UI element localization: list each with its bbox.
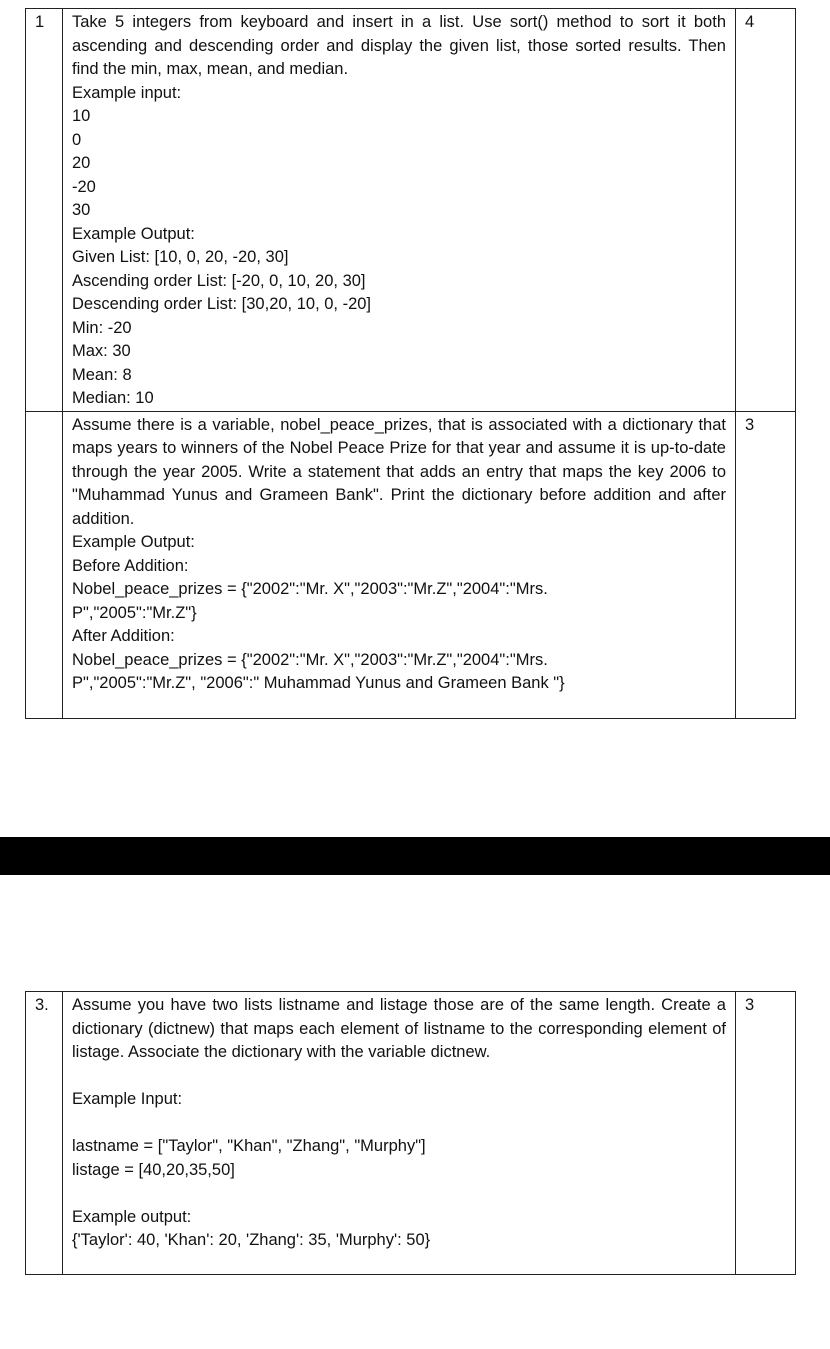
question-row-2 (26, 411, 796, 718)
example-output-line: Ascending order List: [-20, 0, 10, 20, 30] (72, 271, 366, 290)
question-table-bottom (25, 991, 796, 1275)
question-number: 1 (26, 9, 63, 412)
example-output-line: Max: 30 (72, 342, 131, 360)
question-prompt: Take 5 integers from keyboard and insert in a list. Use sort() method to sort it both ascending and descending order and display the given list, those sorted results. Then find the min, max, mean, and median. (72, 13, 726, 78)
example-output-line: Median: 10 (72, 389, 154, 407)
before-addition-line: P","2005":"Mr.Z"} (72, 603, 197, 622)
question-number (26, 411, 63, 718)
example-output-line: Mean: 8 (72, 365, 132, 384)
page-separator-band (0, 837, 830, 875)
example-input-line: -20 (72, 177, 96, 196)
after-addition-label: After Addition: (72, 627, 175, 645)
example-output-label: Example Output: (72, 224, 195, 243)
spacer (72, 1065, 726, 1089)
example-input-line: 30 (72, 201, 91, 219)
question-marks: 3 (736, 411, 796, 718)
example-output-label: Example output: (72, 1207, 192, 1226)
example-input-line: 0 (72, 130, 82, 149)
question-table-top (25, 8, 796, 719)
before-addition-label: Before Addition: (72, 556, 189, 575)
after-addition-line: Nobel_peace_prizes = {"2002":"Mr. X","2003":"Mr.Z","2004":"Mrs. (72, 650, 548, 669)
question-marks: 4 (736, 9, 796, 412)
example-output-line: Descending order List: [30,20, 10, 0, -20] (72, 295, 372, 313)
question-marks: 3 (736, 992, 796, 1275)
question-number: 3. (26, 992, 63, 1275)
example-output-line: Min: -20 (72, 318, 132, 337)
example-input-label: Example Input: (72, 1090, 183, 1108)
example-input-line: listage = [40,20,35,50] (72, 1160, 235, 1179)
question-body (63, 411, 736, 718)
after-addition-line: P","2005":"Mr.Z", "2006":" Muhammad Yunus and Grameen Bank "} (72, 674, 565, 692)
example-input-label: Example input: (72, 83, 182, 102)
example-input-line: 20 (72, 154, 91, 172)
spacer (72, 1182, 726, 1206)
question-row-1 (26, 9, 796, 412)
question-body (63, 992, 736, 1275)
example-output-line: Given List: [10, 0, 20, -20, 30] (72, 248, 289, 266)
question-body (63, 9, 736, 412)
before-addition-line: Nobel_peace_prizes = {"2002":"Mr. X","2003":"Mr.Z","2004":"Mrs. (72, 580, 548, 598)
question-prompt: Assume there is a variable, nobel_peace_prizes, that is associated with a dictionary that maps years to winners of the Nobel Peace Prize for that year and assume it is up-to-date through the year 2005. Write a statement that adds an entry that maps the key 2006 to "Muhammad Yunus and Grameen Bank". Print the dictionary before addition and after addition. (72, 415, 726, 528)
example-output-line: {'Taylor': 40, 'Khan': 20, 'Zhang': 35, 'Murphy': 50} (72, 1231, 431, 1249)
example-input-line: lastname = ["Taylor", "Khan", "Zhang", "Murphy"] (72, 1137, 426, 1155)
example-input-line: 10 (72, 107, 91, 125)
question-row-3 (26, 992, 796, 1275)
spacer (72, 1112, 726, 1136)
question-prompt: Assume you have two lists listname and listage those are of the same length. Create a dictionary (dictnew) that maps each element of listname to the corresponding element of listage. Associate the dictionary with the variable dictnew. (72, 996, 726, 1061)
example-output-label: Example Output: (72, 533, 195, 551)
